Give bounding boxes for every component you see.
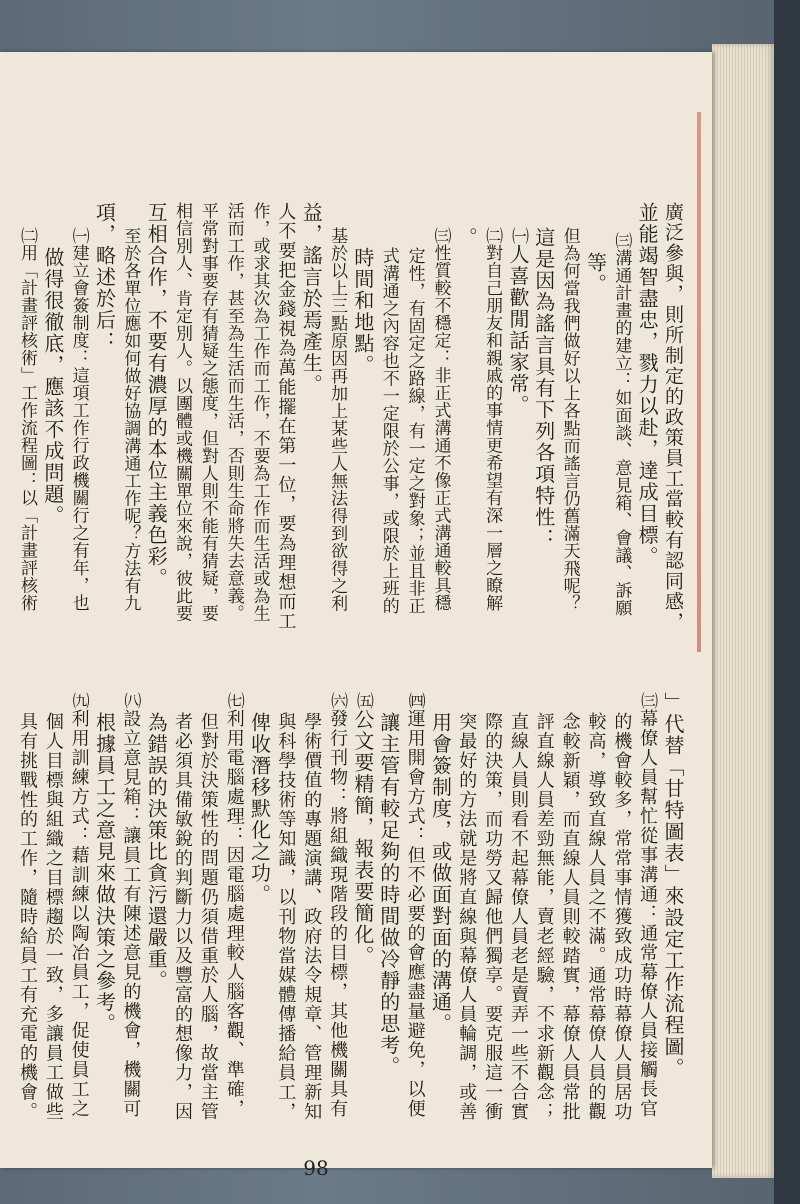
text-column: 際的決策，而功勞又歸他們獨享。要克服這一衝 — [482, 712, 504, 1122]
text-column: 直線人員則看不起幕僚人員老是賣弄一些不合實 — [507, 712, 529, 1122]
text-column: 較高，導致直線人員之不滿。通常幕僚人員的觀 — [585, 712, 607, 1122]
text-column: ㈤公文要精簡，報表要簡化。 — [350, 692, 375, 967]
text-column: 學術價值的專題演講、政府法令規章、管理新知 — [301, 712, 323, 1122]
text-column: 時間和地點。 — [350, 247, 375, 376]
text-column: 式溝通之內容也不一定限於公事，或限於上班的 — [378, 247, 399, 615]
text-column: ㈠建立會簽制度：這項工作行政機關行之有年，也 — [68, 227, 89, 612]
text-column: 。 — [454, 227, 479, 249]
text-column: ㈨利用訓練方式：藉訓練以陶冶員工，促使員工之 — [68, 692, 90, 1119]
text-column: ㈡對自己朋友和親戚的事情更希望有深一層之瞭解 — [482, 227, 503, 612]
text-column: 互相合作，不要有濃厚的本位主義色彩。 — [144, 202, 169, 589]
text-column: 具有挑戰性的工作，隨時給員工有充電的機會。 — [17, 712, 38, 1122]
text-column: 至於各單位應如何做好協調溝通工作呢？方法有九 — [120, 227, 141, 612]
text-column: 基於以上三點原因再加上某些人無法得到欲得之利 — [327, 227, 348, 612]
text-column: 但為何當我們做好以上各點而謠言仍舊滿天飛呢？ — [559, 227, 580, 612]
book-cover-right — [774, 0, 800, 1204]
page-edge-stain — [697, 112, 701, 652]
page-stack-edge — [712, 44, 774, 1178]
text-column: ㈠人喜歡閒話家常。 — [505, 227, 530, 416]
text-column: 活而工作，甚至為生活而生活，否則生命將失去意義。 — [223, 202, 244, 622]
text-column: ㈥發行刊物：將組織現階段的目標，其他機關具有 — [327, 692, 349, 1119]
text-column: ㈧設立意見箱：讓員工有陳述意見的機會，機關可 — [120, 692, 142, 1119]
text-column: 並能竭智盡忠，戮力以赴，達成目標。 — [635, 202, 660, 568]
text-column: 廣泛參與，則所制定的政策員工當較有認同感， — [662, 202, 684, 633]
text-column: 益，謠言於焉產生。 — [299, 202, 324, 396]
text-column: 但對於決策性的問題仍須借重於人腦，故當主管 — [197, 712, 219, 1122]
text-column: 突最好的方法就是將直線與幕僚人員輪調，或善 — [456, 712, 478, 1122]
text-column: 平常對事要存有猜疑之態度，但對人則不能有猜疑，要 — [197, 202, 218, 622]
text-column: 」代替「甘特圖表」來設定工作流程圖。 — [661, 692, 685, 1079]
text-column: 個人目標與組織之目標趨於一致，多讓員工做些 — [42, 712, 64, 1122]
page-number: 98 — [303, 1156, 329, 1180]
text-column: 人不要把金錢視為萬能擺在第一位，要為理想而工 — [275, 202, 297, 631]
text-column: 定性，有固定之路線，有一定之對象；並且非正 — [404, 247, 425, 615]
text-column: 者必須具備敏銳的判斷力以及豐富的想像力，因 — [172, 712, 194, 1122]
text-column: ㈡用「計畫評核術」工作流程圖：以「計畫評核術 — [17, 227, 37, 612]
text-column: 相信別人、肯定別人。以團體或機關單位來說，彼此要 — [172, 202, 193, 622]
text-column: 與科學技術等知識，以刊物當媒體傳播給員工， — [275, 712, 297, 1122]
text-column: ㈢溝通計畫的建立：如面談、意見箱、會議、訴願 — [611, 232, 632, 617]
text-column: 這是因為謠言具有下列各項特性： — [531, 227, 556, 550]
text-column: 作，或求其次為工作而工作，不要為工作而生活或為生 — [249, 202, 270, 622]
text-column: 念較新穎，而直線人員則較踏實，幕僚人員常批 — [559, 712, 581, 1122]
text-column: ㈦利用電腦處理：因電腦處理較人腦客觀、準確， — [223, 692, 245, 1119]
text-column: 評直線人員差勁無能，賣老經驗，不求新觀念； — [533, 712, 555, 1122]
text-column: 為錯誤的決策比貪污還嚴重。 — [144, 712, 169, 992]
text-column: 俾收潛移默化之功。 — [247, 712, 272, 906]
book-page — [0, 52, 712, 1180]
text-column: 等。 — [583, 252, 608, 295]
text-column: 讓主管有較足夠的時間做冷靜的思考。 — [376, 712, 401, 1078]
text-column: ㈢幕僚人員幫忙從事溝通：通常幕僚人員接觸長官 — [637, 692, 659, 1119]
text-column: 根據員工之意見來做決策之參考。 — [92, 712, 117, 1035]
text-column: ㈢性質較不穩定：非正式溝通不像正式溝通較具穩 — [430, 227, 451, 612]
text-column: 做得很徹底，應該不成問題。 — [40, 247, 65, 527]
text-column: ㈣運用開會方式：但不必要的會應盡量避免，以便 — [404, 692, 426, 1119]
text-column: 項，略述於后： — [92, 202, 117, 353]
text-column: 用會簽制度，或做面對面的溝通。 — [428, 712, 453, 1035]
text-column: 的機會較多，常常事情獲致成功時幕僚人員居功 — [611, 712, 633, 1122]
